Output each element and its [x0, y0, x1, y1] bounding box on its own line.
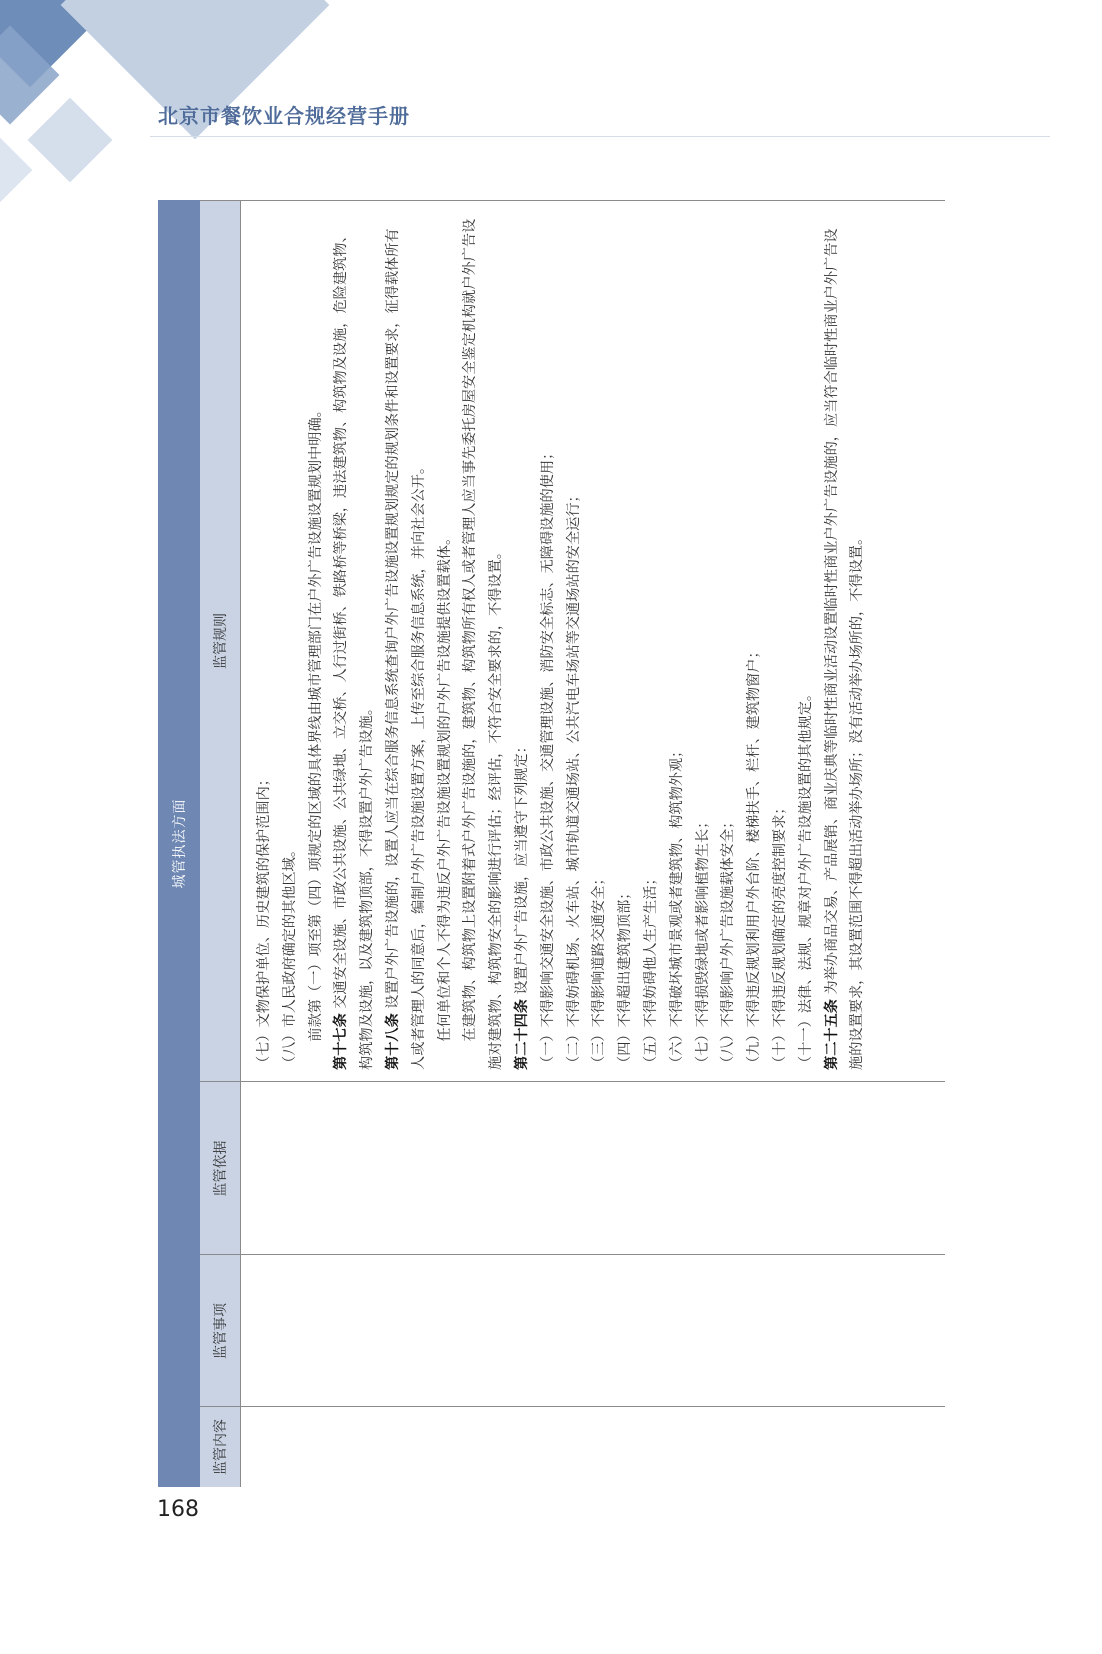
- corner-decoration-diamond: [28, 98, 113, 183]
- article-label: 第二十四条: [513, 999, 530, 1070]
- table-body-row: [240, 200, 945, 1487]
- indented-paragraph: 在建筑物、构筑物上设置附着式户外广告设施的，建筑物、构筑物所有权人或者管理人应当事先委托房屋安全鉴定机构就户外广告设施对建筑物、构筑物安全的影响进行评估；经评估，不符合安全要求的，不得设置。: [462, 218, 505, 1070]
- column-header-rules: 监管规则: [213, 613, 229, 669]
- header-divider: [150, 136, 1050, 137]
- indented-paragraph: 任何单位和个人不得为违反户外广告设施设置规划的户外广告设施提供设置载体。: [436, 530, 453, 1042]
- article-paragraph: [329, 218, 381, 1070]
- rules-cell: [252, 218, 871, 1070]
- clause-item: （十一）法律、法规、规章对户外广告设施设置的其他规定。: [797, 686, 814, 1070]
- clause-item: （七）不得损毁绿地或者影响植物生长；: [694, 814, 711, 1070]
- clause-item: （六）不得破坏城市景观或者建筑物、构筑物外观；: [668, 743, 685, 1070]
- column-header-item: 监管事项: [213, 1303, 229, 1359]
- clause-item: （十）不得违反规划确定的亮度控制要求；: [771, 800, 788, 1070]
- clause-item: （一）不得影响交通安全设施、市政公共设施、交通管理设施、消防安全标志、无障碍设施的使用；: [539, 445, 556, 1070]
- page-number: 168: [157, 1497, 199, 1522]
- clause-item: （七）文物保护单位、历史建筑的保护范围内；: [256, 772, 272, 1070]
- clause-item: （八）市人民政府确定的其他区域。: [281, 842, 298, 1070]
- article-paragraph: [510, 218, 536, 1070]
- article-label: 第二十五条: [823, 999, 840, 1070]
- book-title: 北京市餐饮业合规经营手册: [158, 104, 410, 128]
- column-header-content: 监管内容: [213, 1419, 229, 1475]
- article-text: 为举办商品交易、产品展销、商业庆典等临时性商业活动设置临时性商业户外广告设施的，应当符合临时性商业户外广告设施的设置要求，其设置范围不得超出活动举办场所；没有活动举办场所的，不得设置。: [823, 228, 866, 1070]
- column-header-basis: 监管依据: [213, 1140, 229, 1197]
- indented-paragraph: 前款第（一）项至第（四）项规定的区域的具体界线由城市管理部门在户外广告设施设置规划中明确。: [307, 403, 324, 1042]
- clause-item: （九）不得违反规划利用户外台阶、楼梯扶手、栏杆、建筑物窗户；: [746, 644, 763, 1070]
- article-label: 第十七条: [333, 1013, 350, 1070]
- article-paragraph: [381, 218, 433, 1070]
- table-title-label: 城管执法方面: [172, 798, 188, 889]
- clause-item: （五）不得妨碍他人生产生活；: [642, 871, 659, 1070]
- table-header-row: [200, 200, 241, 1487]
- article-label: 第十八条: [384, 1013, 401, 1070]
- table-title: [158, 200, 200, 1487]
- article-text: 设置户外广告设施的，设置人应当在综合服务信息系统查询户外广告设施设置规划规定的规划条件和设置要求，征得载体所有人或者管理人的同意后，编制户外广告设施设置方案，上传至综合服务信息系统，并向社会公开。: [384, 228, 427, 1070]
- article-paragraph: [820, 218, 872, 1070]
- clause-item: （三）不得影响道路交通安全；: [591, 871, 608, 1070]
- clause-item: （八）不得影响户外广告设施载体安全；: [720, 814, 737, 1070]
- regulation-table: [158, 200, 945, 1487]
- article-text: 交通安全设施、市政公共设施、公共绿地、立交桥、人行过街桥、铁路桥等桥梁，违法建筑物、构筑物及设施，危险建筑物、构筑物及设施，以及建筑物顶部，不得设置户外广告设施。: [333, 228, 376, 1070]
- clause-item: （二）不得妨碍机场、火车站、城市轨道交通场站、公共汽电车场站等交通场站的安全运行；: [565, 488, 582, 1070]
- clause-item: （四）不得超出建筑物顶部；: [617, 885, 634, 1070]
- article-text: 设置户外广告设施，应当遵守下列规定：: [513, 739, 530, 995]
